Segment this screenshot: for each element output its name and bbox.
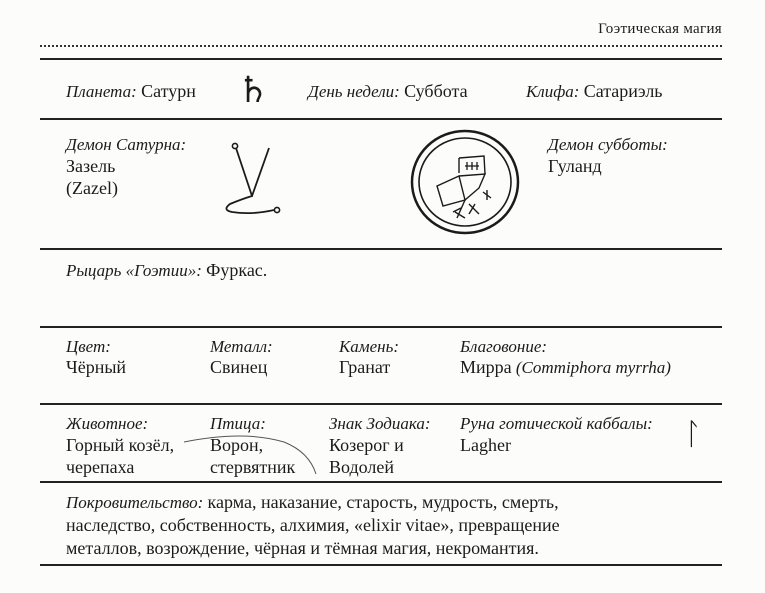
animal-label: Животное: xyxy=(66,414,149,433)
pencil-stroke-mark xyxy=(184,430,324,480)
qliphah-value: Сатариэль xyxy=(583,81,663,101)
incense-latin: (Commiphora myrrha) xyxy=(515,358,671,377)
day-label: День недели: xyxy=(308,82,400,101)
animal-line1: Горный козёл, xyxy=(66,435,175,455)
zodiac-label: Знак Зодиака: xyxy=(329,414,431,433)
patronage-label: Покровительство: xyxy=(66,493,204,512)
divider-row1 xyxy=(40,118,722,120)
qliphah-label: Клифа: xyxy=(526,82,580,101)
qliphah-field xyxy=(526,80,663,103)
bird-label: Птица: xyxy=(210,414,266,433)
animal-line2: черепаха xyxy=(66,457,135,477)
demon-saturn-name: Зазель xyxy=(66,156,116,176)
divider-row5 xyxy=(40,481,722,483)
divider-bottom xyxy=(40,564,722,566)
color-label: Цвет: xyxy=(66,337,111,356)
demon-saturn-latin: (Zazel) xyxy=(66,178,118,198)
patronage-text-2: наследство, собственность, алхимия, «elixir vitae», превращение xyxy=(66,515,560,535)
divider-top xyxy=(40,58,722,60)
metal-label: Металл: xyxy=(210,337,273,356)
divider-row2 xyxy=(40,248,722,250)
rune-value: Lagher xyxy=(460,435,511,455)
stone-value: Гранат xyxy=(339,357,391,377)
demon-saturn-label: Демон Сатурна: xyxy=(66,135,187,154)
color-value: Чёрный xyxy=(66,357,127,377)
guland-seal-icon xyxy=(409,128,521,236)
running-header: Гоэтическая магия xyxy=(598,21,722,37)
metal-value: Свинец xyxy=(210,357,268,377)
patronage-text-1: карма, наказание, старость, мудрость, смерть, xyxy=(207,492,559,512)
divider-row3 xyxy=(40,326,722,328)
demon-saturday-name: Гуланд xyxy=(548,156,602,176)
zazel-sigil-icon xyxy=(222,136,286,222)
day-field xyxy=(308,80,468,103)
bird-line1: Ворон, xyxy=(210,435,264,455)
patronage-line1 xyxy=(66,491,559,514)
knight-value: Фуркас. xyxy=(206,260,268,280)
divider-row4 xyxy=(40,403,722,405)
patronage-text-3: металлов, возрождение, чёрная и тёмная магия, некромантия. xyxy=(66,538,539,558)
planet-label: Планета: xyxy=(66,82,137,101)
lagher-rune-icon: ᛚ xyxy=(684,417,702,452)
knight-label: Рыцарь «Гоэтии»: xyxy=(66,261,202,280)
knight-field xyxy=(66,259,267,282)
header-dotted-divider xyxy=(40,45,722,47)
rune-label: Руна готической каббалы: xyxy=(460,414,653,433)
zodiac-line1: Козерог и xyxy=(329,435,404,455)
incense-label: Благовоние: xyxy=(460,337,548,356)
demon-saturday-label: Демон субботы: xyxy=(548,135,668,154)
bird-line2: стервятник xyxy=(210,457,296,477)
incense-value: Мирра xyxy=(460,357,512,377)
day-value: Суббота xyxy=(404,81,468,101)
planet-field xyxy=(66,80,196,103)
saturn-symbol-icon: ♄ xyxy=(237,70,270,110)
planet-value: Сатурн xyxy=(141,81,196,101)
stone-label: Камень: xyxy=(339,337,400,356)
zodiac-line2: Водолей xyxy=(329,457,395,477)
incense-value-line xyxy=(460,356,671,379)
